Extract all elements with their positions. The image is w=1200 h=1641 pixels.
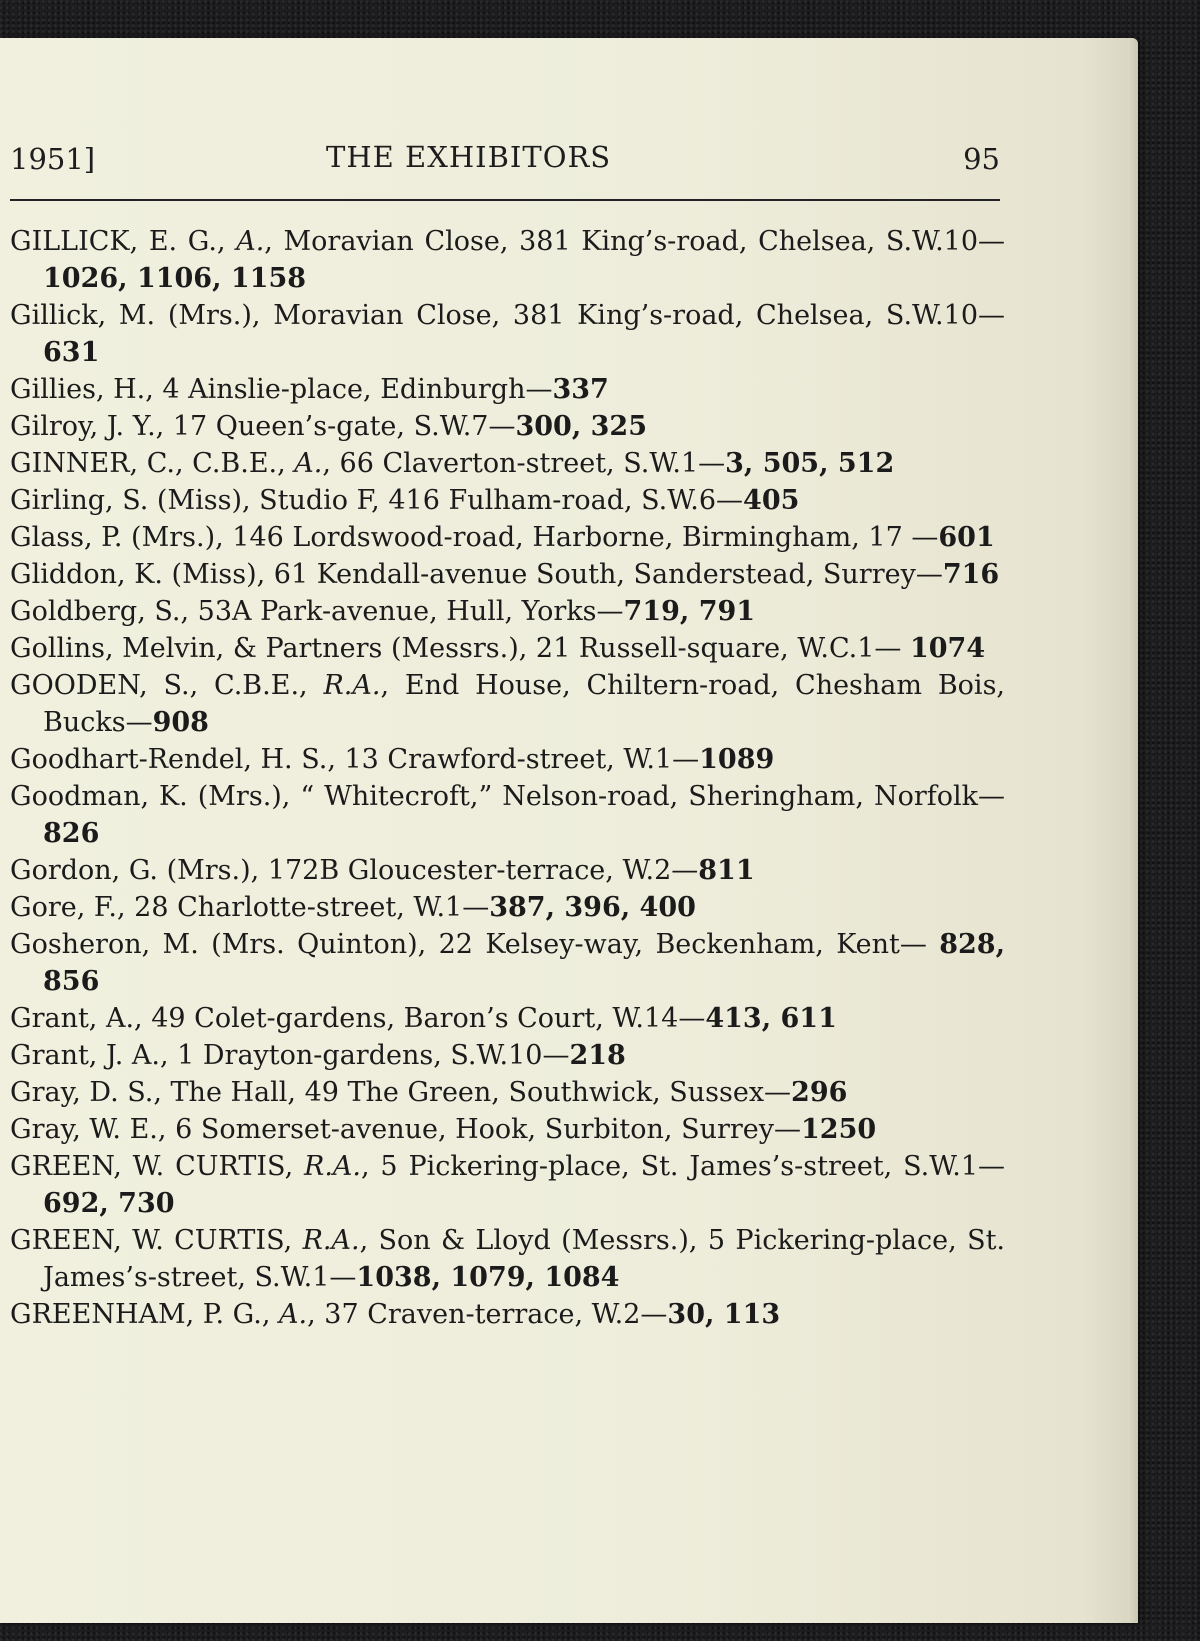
exhibitor-qualification: A. <box>279 1299 308 1330</box>
exhibitor-name: Gollins, Melvin, & Partners (Messrs.), <box>10 633 536 664</box>
header-title: THE EXHIBITORS <box>326 140 612 174</box>
exhibit-numbers: 1074 <box>909 633 986 664</box>
exhibitor-entry <box>10 741 1005 778</box>
exhibitor-name: Goodhart-Rendel, H. S., <box>10 744 345 775</box>
exhibit-numbers: 1089 <box>699 744 775 775</box>
exhibit-numbers: 3, 505, 512 <box>725 448 895 479</box>
exhibitor-address: 4 Ainslie-place, Edinburgh— <box>162 374 553 405</box>
exhibitor-entry <box>10 778 1005 852</box>
exhibitor-list <box>10 223 1005 1333</box>
exhibitor-entry <box>10 1148 1005 1222</box>
exhibitor-entry <box>10 852 1005 889</box>
exhibitor-name: Gosheron, M. (Mrs. Quinton), <box>10 929 439 960</box>
exhibitor-address: , 5 Pickering-place, St. James’s-street, S.W.1— <box>361 1151 1006 1182</box>
exhibitor-name: Gillies, H., <box>10 374 163 405</box>
exhibitor-name: Grant, J. A., <box>10 1040 178 1071</box>
exhibitor-qualification: A. <box>236 226 265 257</box>
exhibitor-entry <box>10 445 1005 482</box>
exhibitor-qualification: A. <box>294 448 323 479</box>
exhibitor-name: Gordon, G. (Mrs.), <box>10 855 268 886</box>
exhibitor-name: Gilroy, J. Y., <box>10 411 173 442</box>
exhibit-numbers: 405 <box>743 485 800 516</box>
exhibit-numbers: 828, 856 <box>43 929 1005 997</box>
exhibitor-address: , 37 Craven-terrace, W.2— <box>307 1299 668 1330</box>
exhibitor-address: 146 Lordswood-road, Harborne, Birmingham, 17 — <box>232 522 939 553</box>
exhibitor-qualification: R.A. <box>304 1151 361 1182</box>
exhibitor-entry <box>10 1037 1005 1074</box>
exhibitor-address: 172B Gloucester-terrace, W.2— <box>267 855 699 886</box>
exhibitor-entry <box>10 223 1005 297</box>
exhibit-numbers: 601 <box>938 522 995 553</box>
exhibitor-name: GREEN, W. CURTIS, <box>10 1225 303 1256</box>
exhibitor-name: Grant, A., <box>10 1003 152 1034</box>
exhibit-numbers: 826 <box>43 818 100 849</box>
exhibitor-entry <box>10 1111 1005 1148</box>
exhibitor-entry <box>10 593 1005 630</box>
exhibitor-entry <box>10 371 1005 408</box>
exhibitor-name: Goodman, K. (Mrs.), <box>10 781 301 812</box>
exhibitor-entry <box>10 1296 1005 1333</box>
header-rule <box>10 199 1000 201</box>
exhibitor-address: 22 Kelsey-way, Beckenham, Kent— <box>438 929 940 960</box>
exhibitor-address: , 66 Claverton-street, S.W.1— <box>322 448 726 479</box>
exhibitor-address: 49 Colet-gardens, Baron’s Court, W.14— <box>151 1003 706 1034</box>
exhibitor-name: Glass, P. (Mrs.), <box>10 522 233 553</box>
exhibitor-address: 17 Queen’s-gate, S.W.7— <box>172 411 516 442</box>
exhibit-numbers: 811 <box>698 855 755 886</box>
exhibitor-entry <box>10 1074 1005 1111</box>
exhibitor-name: Gliddon, K. (Miss), <box>10 559 274 590</box>
exhibitor-entry <box>10 926 1005 1000</box>
exhibitor-name: GOODEN, S., C.B.E., <box>10 670 324 701</box>
exhibitor-entry <box>10 667 1005 741</box>
exhibitor-address: 53A Park-avenue, Hull, Yorks— <box>197 596 624 627</box>
exhibitor-entry <box>10 1222 1005 1296</box>
exhibitor-address: 21 Russell-square, W.C.1— <box>535 633 910 664</box>
exhibitor-entry <box>10 482 1005 519</box>
exhibit-numbers: 692, 730 <box>43 1188 175 1219</box>
exhibitor-entry <box>10 630 1005 667</box>
exhibit-numbers: 296 <box>791 1077 848 1108</box>
exhibitor-qualification: R.A. <box>323 670 381 701</box>
exhibit-numbers: 631 <box>43 337 100 368</box>
exhibitor-entry <box>10 889 1005 926</box>
exhibitor-name: GREEN, W. CURTIS, <box>10 1151 304 1182</box>
exhibitor-entry <box>10 519 1005 556</box>
exhibit-numbers: 719, 791 <box>623 596 756 627</box>
exhibitor-address: Studio F, 416 Fulham-road, S.W.6— <box>259 485 744 516</box>
exhibit-numbers: 300, 325 <box>515 411 648 442</box>
exhibitor-name: GILLICK, E. G., <box>10 226 237 257</box>
exhibitor-entry <box>10 297 1005 371</box>
exhibitor-name: Gillick, M. (Mrs.), <box>10 300 274 331</box>
exhibitor-name: Gray, D. S., <box>10 1077 171 1108</box>
exhibit-numbers: 413, 611 <box>705 1003 837 1034</box>
exhibitor-address: , Moravian Close, 381 King’s-road, Chelsea, S.W.10— <box>264 226 1006 257</box>
exhibitor-name: Gore, F., <box>10 892 135 923</box>
exhibitor-name: Goldberg, S., <box>10 596 198 627</box>
exhibitor-address: “ Whitecroft,” Nelson-road, Sheringham, Norfolk— <box>300 781 1005 812</box>
exhibit-numbers: 1026, 1106, 1158 <box>43 263 307 294</box>
exhibitor-name: GREENHAM, P. G., <box>10 1299 280 1330</box>
exhibit-numbers: 1250 <box>801 1114 877 1145</box>
exhibitor-address: 6 Somerset-avenue, Hook, Surbiton, Surrey— <box>175 1114 802 1145</box>
exhibit-numbers: 337 <box>552 374 609 405</box>
exhibitor-address: , Son & Lloyd (Messrs.), 5 Pickering-place, St. James’s-street, S.W.1— <box>43 1225 1005 1293</box>
exhibitor-entry <box>10 1000 1005 1037</box>
exhibitor-address: 61 Kendall-avenue South, Sanderstead, Surrey— <box>273 559 943 590</box>
exhibitor-name: Girling, S. (Miss), <box>10 485 260 516</box>
exhibit-numbers: 387, 396, 400 <box>489 892 696 923</box>
exhibit-numbers: 218 <box>569 1040 626 1071</box>
exhibitor-address: Moravian Close, 381 King’s-road, Chelsea, S.W.10— <box>273 300 1005 331</box>
exhibitor-entry <box>10 408 1005 445</box>
header-year: 1951] <box>10 142 96 176</box>
exhibitor-address: 13 Crawford-street, W.1— <box>344 744 700 775</box>
exhibit-numbers: 716 <box>942 559 1000 590</box>
exhibit-numbers: 908 <box>152 707 209 738</box>
exhibitor-name: GINNER, C., C.B.E., <box>10 448 295 479</box>
running-header <box>10 142 1000 182</box>
exhibitor-entry <box>10 556 1005 593</box>
exhibit-numbers: 1038, 1079, 1084 <box>356 1262 620 1293</box>
exhibitor-address: , End House, Chiltern-road, Chesham Bois, Bucks— <box>43 670 1006 738</box>
page-number: 95 <box>963 142 1000 176</box>
exhibitor-address: 1 Drayton-gardens, S.W.10— <box>177 1040 570 1071</box>
exhibit-numbers: 30, 113 <box>667 1299 781 1330</box>
page-edge <box>1128 38 1138 1623</box>
exhibitor-address: 28 Charlotte-street, W.1— <box>134 892 490 923</box>
exhibitor-address: The Hall, 49 The Green, Southwick, Sussex— <box>170 1077 792 1108</box>
exhibitor-name: Gray, W. E., <box>10 1114 176 1145</box>
exhibitor-qualification: R.A. <box>302 1225 360 1256</box>
